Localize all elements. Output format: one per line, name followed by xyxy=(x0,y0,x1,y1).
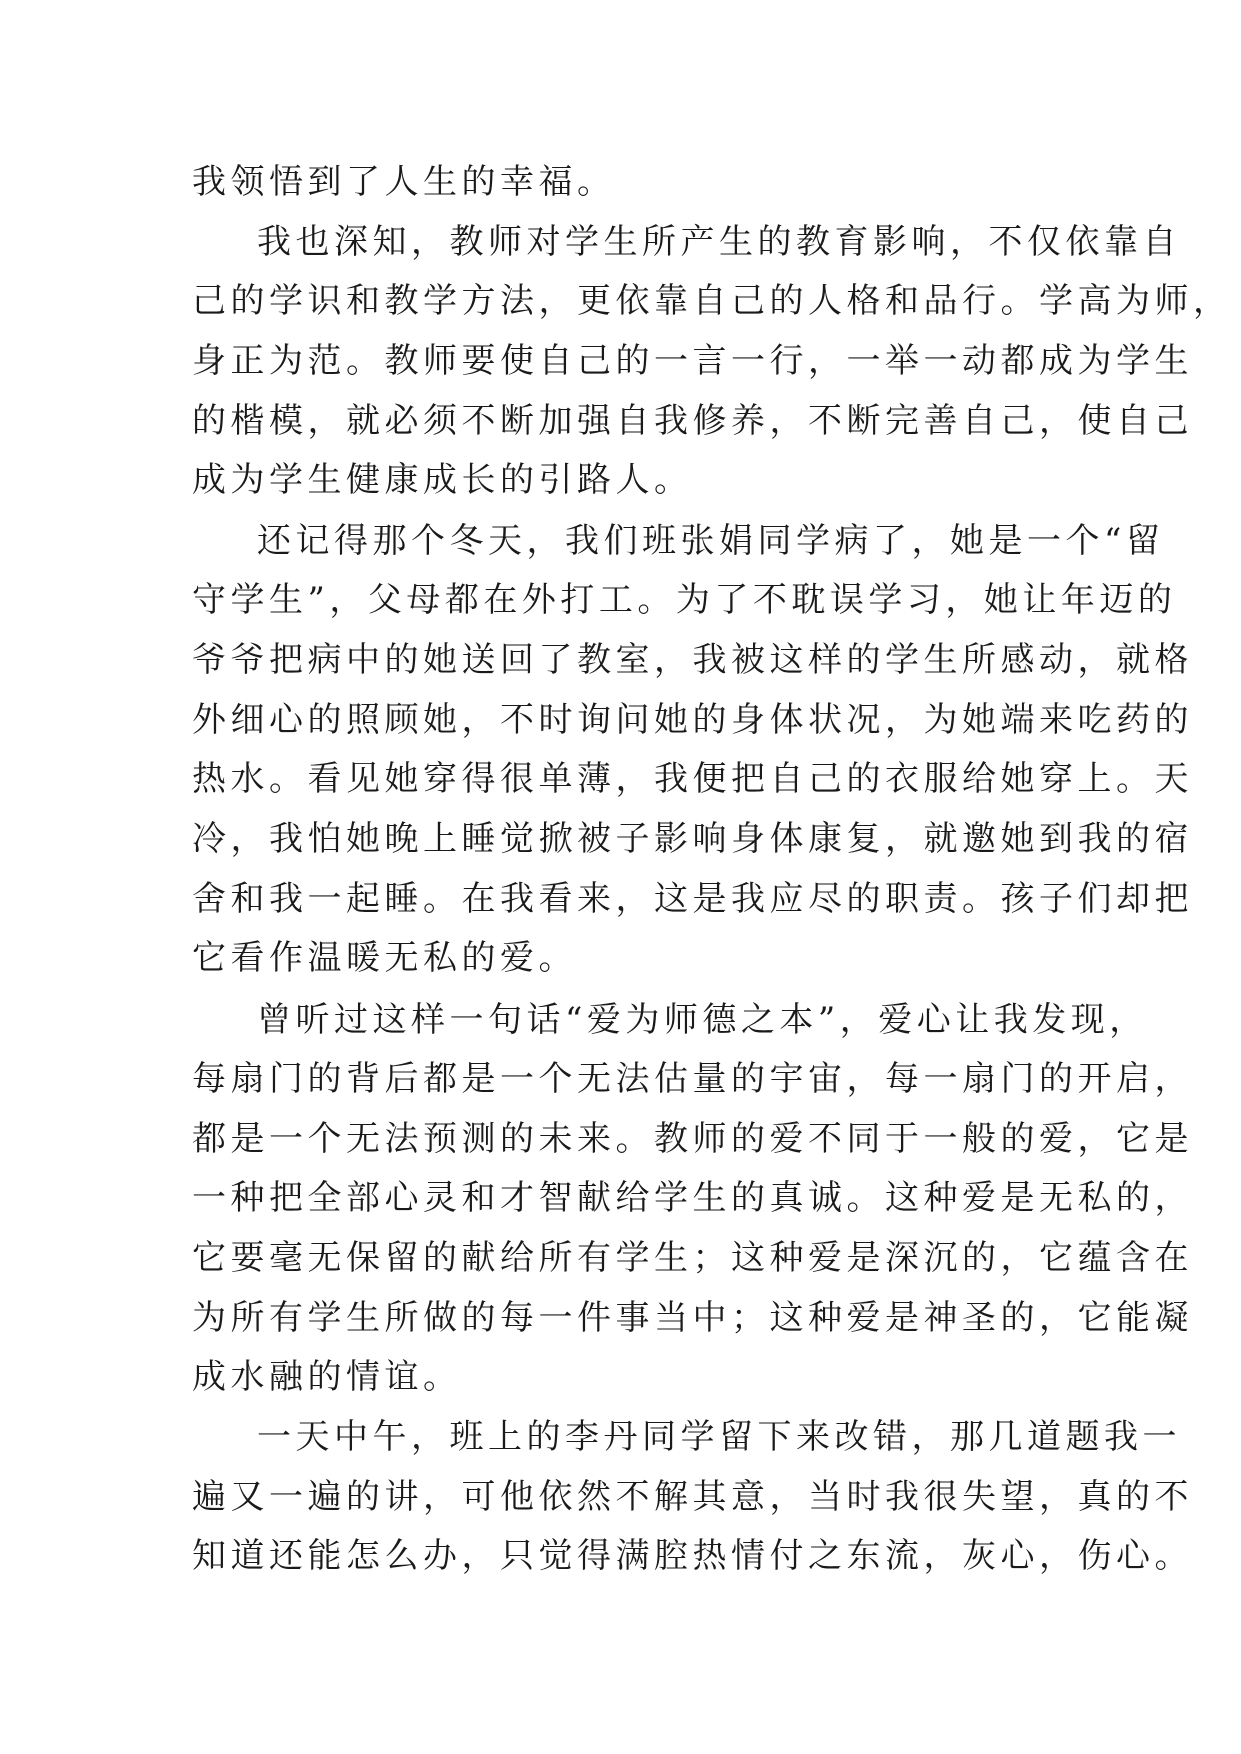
text-line: 守学生”，父母都在外打工。为了不耽误学习，她让年迈的 xyxy=(192,580,1177,620)
text-line: 都是一个无法预测的未来。教师的爱不同于一般的爱，它是 xyxy=(192,1119,1193,1159)
text-line: 成水融的情谊。 xyxy=(192,1357,462,1397)
text-line: 成为学生健康成长的引路人。 xyxy=(192,460,693,500)
text-line: 身正为范。教师要使自己的一言一行，一举一动都成为学生 xyxy=(192,341,1193,381)
text-line: 为所有学生所做的每一件事当中；这种爱是神圣的，它能凝 xyxy=(192,1298,1193,1338)
text-line: 的楷模，就必须不断加强自我修养，不断完善自己，使自己 xyxy=(192,401,1193,441)
paragraph-first-line: 一天中午，班上的李丹同学留下来改错，那几道题我一 xyxy=(257,1417,1181,1457)
text-line: 它看作温暖无私的爱。 xyxy=(192,938,577,978)
text-line: 热水。看见她穿得很单薄，我便把自己的衣服给她穿上。天 xyxy=(192,759,1193,799)
text-line: 冷，我怕她晚上睡觉掀被子影响身体康复，就邀她到我的宿 xyxy=(192,819,1193,859)
text-line: 外细心的照顾她，不时询问她的身体状况，为她端来吃药的 xyxy=(192,700,1193,740)
text-line: 舍和我一起睡。在我看来，这是我应尽的职责。孩子们却把 xyxy=(192,879,1193,919)
text-line: 知道还能怎么办，只觉得满腔热情付之东流，灰心，伤心。 xyxy=(192,1536,1193,1576)
paragraph-first-line: 还记得那个冬天，我们班张娟同学病了，她是一个“留 xyxy=(257,521,1165,561)
text-line: 它要毫无保留的献给所有学生；这种爱是深沉的，它蕴含在 xyxy=(192,1238,1193,1278)
text-line: 己的学识和教学方法，更依靠自己的人格和品行。学高为师， xyxy=(192,281,1232,321)
text-line: 每扇门的背后都是一个无法估量的宇宙，每一扇门的开启， xyxy=(192,1059,1193,1099)
text-line: 遍又一遍的讲，可他依然不解其意，当时我很失望，真的不 xyxy=(192,1477,1193,1517)
text-line: 爷爷把病中的她送回了教室，我被这样的学生所感动，就格 xyxy=(192,640,1193,680)
paragraph-first-line: 曾听过这样一句话“爱为师德之本”，爱心让我发现， xyxy=(257,1000,1148,1040)
text-line: 我领悟到了人生的幸福。 xyxy=(192,162,616,202)
paragraph-first-line: 我也深知，教师对学生所产生的教育影响，不仅依靠自 xyxy=(257,222,1181,262)
text-line: 一种把全部心灵和才智献给学生的真诚。这种爱是无私的， xyxy=(192,1178,1193,1218)
